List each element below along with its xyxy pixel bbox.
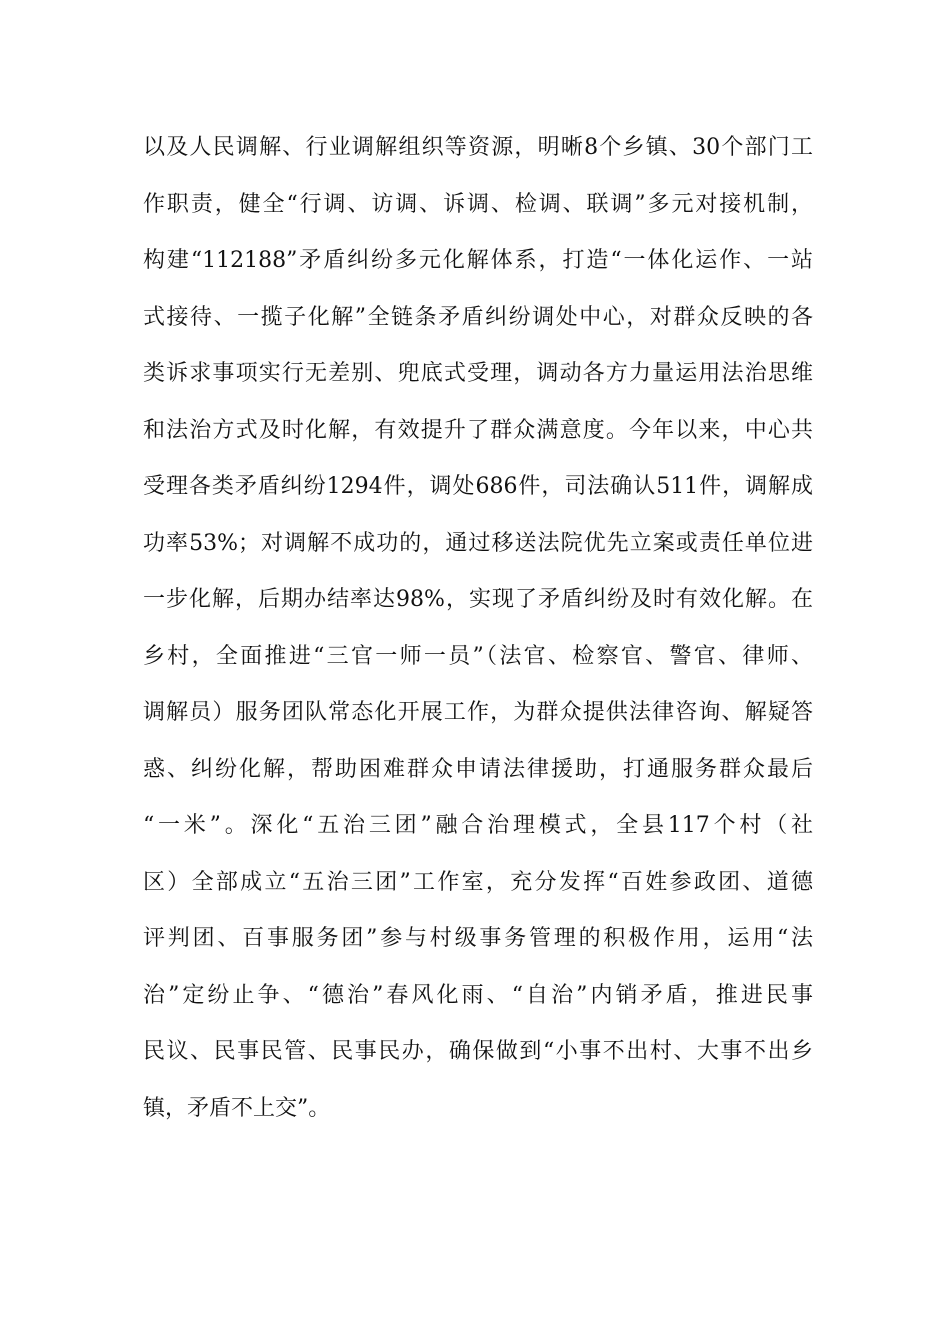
paragraph-line: 治”定纷止争、“德治”春风化雨、“自治”内销矛盾，推进民事 [143, 982, 813, 1008]
paragraph-line: 功率53%；对调解不成功的，通过移送法院优先立案或责任单位进 [143, 530, 813, 556]
paragraph-line: 作职责，健全“行调、访调、诉调、检调、联调”多元对接机制， [143, 191, 813, 217]
paragraph-line: 调解员）服务团队常态化开展工作，为群众提供法律咨询、解疑答 [143, 700, 813, 725]
paragraph-line: 民议、民事民管、民事民办，确保做到“小事不出村、大事不出乡 [143, 1039, 813, 1064]
paragraph-line: “一米”。深化“五治三团”融合治理模式，全县117个村（社 [143, 813, 813, 838]
paragraph-line: 以及人民调解、行业调解组织等资源，明晰8个乡镇、30个部门工 [143, 135, 813, 160]
paragraph-line: 构建“112188”矛盾纠纷多元化解体系，打造“一体化运作、一站 [143, 248, 813, 273]
paragraph-line: 和法治方式及时化解，有效提升了群众满意度。今年以来，中心共 [143, 417, 813, 443]
paragraph-line: 乡村，全面推进“三官一师一员”（法官、检察官、警官、律师、 [143, 643, 813, 669]
paragraph-line: 一步化解，后期办结率达98%，实现了矛盾纠纷及时有效化解。在 [143, 587, 813, 612]
paragraph-line: 受理各类矛盾纠纷1294件，调处686件，司法确认511件，调解成 [143, 474, 813, 499]
paragraph-line: 区）全部成立“五治三团”工作室，充分发挥“百姓参政团、道德 [143, 869, 813, 895]
paragraph-line: 惑、纠纷化解，帮助困难群众申请法律援助，打通服务群众最后 [143, 756, 813, 782]
paragraph-line: 式接待、一揽子化解”全链条矛盾纠纷调处中心，对群众反映的各 [143, 304, 813, 330]
body-paragraph [143, 133, 813, 1150]
paragraph-line: 类诉求事项实行无差别、兜底式受理，调动各方力量运用法治思维 [143, 361, 813, 386]
paragraph-line: 镇，矛盾不上交”。 [143, 1095, 331, 1121]
paragraph-line: 评判团、百事服务团”参与村级事务管理的积极作用，运用“法 [143, 926, 813, 951]
